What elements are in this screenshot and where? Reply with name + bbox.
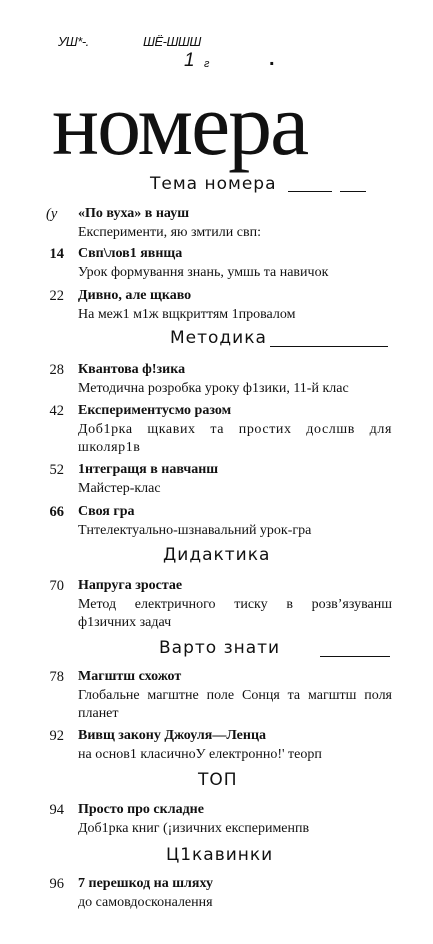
entry-desc: Глобальне магштне поле Сонця та магштш поля планет — [78, 688, 392, 721]
section-label: Тема номера — [150, 174, 277, 194]
entry-page: 52 — [49, 462, 64, 478]
section-label: Ц1кавинки — [166, 845, 274, 865]
entry-title: 7 перешкод на шляху — [78, 876, 213, 891]
entry-page: 14 — [49, 246, 64, 262]
entry-desc: Експерименти, яю змтили свп: — [78, 225, 261, 240]
entry-title: Вивщ закону Джоуля—Ленца — [78, 728, 267, 743]
entry-desc: Майстер-клас — [78, 481, 161, 496]
entry-desc: Доб1рка щкавих та простих дослшв для школяр1в — [78, 422, 392, 455]
entry-title: Експериментусмо разом — [78, 403, 232, 418]
section-top — [0, 770, 433, 800]
entry-title: Дивно, але щкаво — [78, 288, 192, 303]
section-label: Варто знати — [159, 638, 281, 658]
header-center-mark: ШЁ-ШШШ — [143, 34, 201, 49]
entry-page: 92 — [49, 728, 64, 744]
section-label: ТОП — [198, 770, 238, 790]
entry-title: Просто про складне — [78, 802, 204, 817]
entry-desc: Метод електричного тиску в розв’язуванш ф1зичних задач — [78, 597, 392, 630]
entry-page: 22 — [49, 288, 64, 304]
page-title: номера — [52, 77, 308, 174]
entry-desc: до самовдосконалення — [78, 895, 213, 910]
header-dot: . — [269, 48, 275, 70]
section-tema — [0, 174, 433, 204]
section-varto — [0, 638, 433, 668]
entry-title: Напруга зростае — [78, 578, 183, 593]
header-page-number: 1 — [184, 50, 195, 71]
section-metodyka — [0, 328, 433, 358]
entry-page: 96 — [49, 876, 64, 892]
entry-title: Свп\лов1 явнща — [78, 246, 183, 261]
entry-title: «По вуха» в науш — [78, 206, 190, 221]
entry-title: Квантова ф!зика — [78, 362, 186, 377]
section-rule — [320, 656, 390, 657]
entry-desc: Доб1рка книг (¡изичних експерименпв — [78, 821, 310, 836]
entry-title: Своя гра — [78, 504, 135, 519]
entry-desc: Урок формування знань, умшь та навичок — [78, 265, 329, 280]
section-label: Методика — [170, 328, 267, 348]
section-tsikavynky — [0, 845, 433, 875]
section-rule — [288, 191, 332, 192]
entry-title: Магштш схожот — [78, 669, 182, 684]
section-rule — [340, 191, 366, 192]
entry-desc: Методична розробка уроку ф1зики, 11-й клас — [78, 381, 349, 396]
entry-page: 94 — [49, 802, 64, 818]
entry-page: 70 — [49, 578, 64, 594]
header-small-letter: г — [204, 58, 210, 70]
section-rule — [270, 346, 388, 347]
entry-page: 66 — [49, 504, 64, 520]
entry-desc: на основ1 класичноУ електронно!' теорп — [78, 747, 322, 762]
entry-desc: Тнтелектуально-шзнавальний урок-гра — [78, 523, 312, 538]
section-dydaktyka — [0, 545, 433, 575]
entry-page: 78 — [49, 669, 64, 685]
entry-title: 1нтегращя в навчанш — [78, 462, 219, 477]
entry-page: 28 — [49, 362, 64, 378]
header-left-mark: УШ*-. — [58, 34, 89, 49]
entry-page: 42 — [49, 403, 64, 419]
entry-page: (у — [46, 206, 58, 222]
section-label: Дидактика — [163, 545, 271, 565]
entry-desc: На меж1 м1ж вщкриттям 1провалом — [78, 307, 296, 322]
